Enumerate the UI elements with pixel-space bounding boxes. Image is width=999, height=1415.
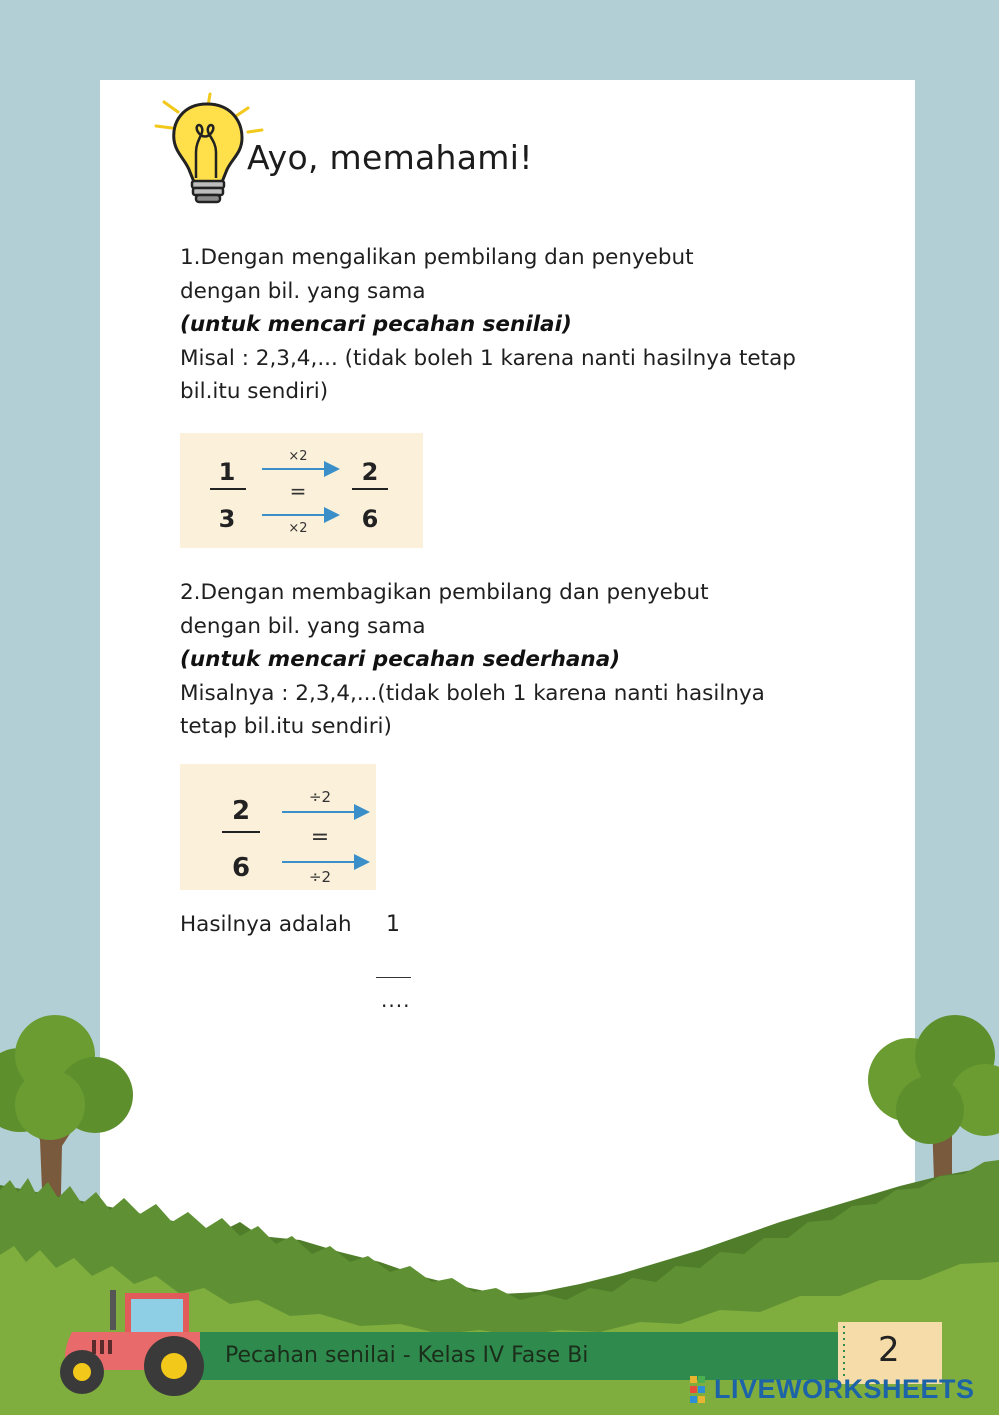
brand-name: LIVEWORKSHEETS [714, 1374, 975, 1404]
numerator: 2 [231, 796, 251, 826]
fraction-bar [376, 977, 411, 978]
result-label: Hasilnya adalah [180, 912, 352, 937]
explanation-multiply [180, 241, 820, 409]
text-line: tetap bil.itu sendiri) [180, 714, 392, 739]
emphasis-text: (untuk mencari pecahan senilai) [180, 312, 572, 337]
result-numerator: 1 [386, 912, 400, 937]
example-multiply-fraction [180, 433, 423, 548]
text-line: dengan bil. yang sama [180, 613, 426, 639]
denominator-left: 3 [218, 505, 236, 533]
text-line: bil.itu sendiri) [180, 379, 329, 404]
operation-bottom: ×2 [288, 521, 308, 536]
text-line: 1.Dengan mengalikan pembilang dan penyebut [180, 245, 694, 270]
page-number: 2 [878, 1330, 900, 1370]
numerator-left: 1 [218, 458, 236, 486]
answer-blank[interactable]: .... [381, 988, 411, 1012]
text-line: 2.Dengan membagikan pembilang dan penyebut [180, 580, 709, 605]
denominator: 6 [231, 853, 251, 883]
operation-top: ÷2 [308, 788, 332, 806]
equals-sign: = [310, 825, 330, 850]
emphasis-text: (untuk mencari pecahan sederhana) [180, 647, 621, 672]
operation-top: ×2 [288, 449, 308, 464]
liveworksheets-logo-icon [690, 1376, 706, 1404]
operation-bottom: ÷2 [308, 868, 332, 886]
example-divide-fraction [180, 764, 376, 890]
section-title: Ayo, memahami! [247, 138, 533, 177]
numerator-right: 2 [361, 458, 379, 486]
footer-title: Pecahan senilai - Kelas IV Fase Bi [225, 1343, 589, 1368]
text-line: Misal : 2,3,4,... (tidak boleh 1 karena nanti hasilnya tetap [180, 345, 796, 371]
text-line: Misalnya : 2,3,4,...(tidak boleh 1 karena nanti hasilnya [180, 680, 765, 706]
text-line: dengan bil. yang sama [180, 278, 426, 304]
explanation-divide [180, 576, 820, 744]
equals-sign: = [289, 479, 307, 503]
denominator-right: 6 [361, 505, 379, 533]
